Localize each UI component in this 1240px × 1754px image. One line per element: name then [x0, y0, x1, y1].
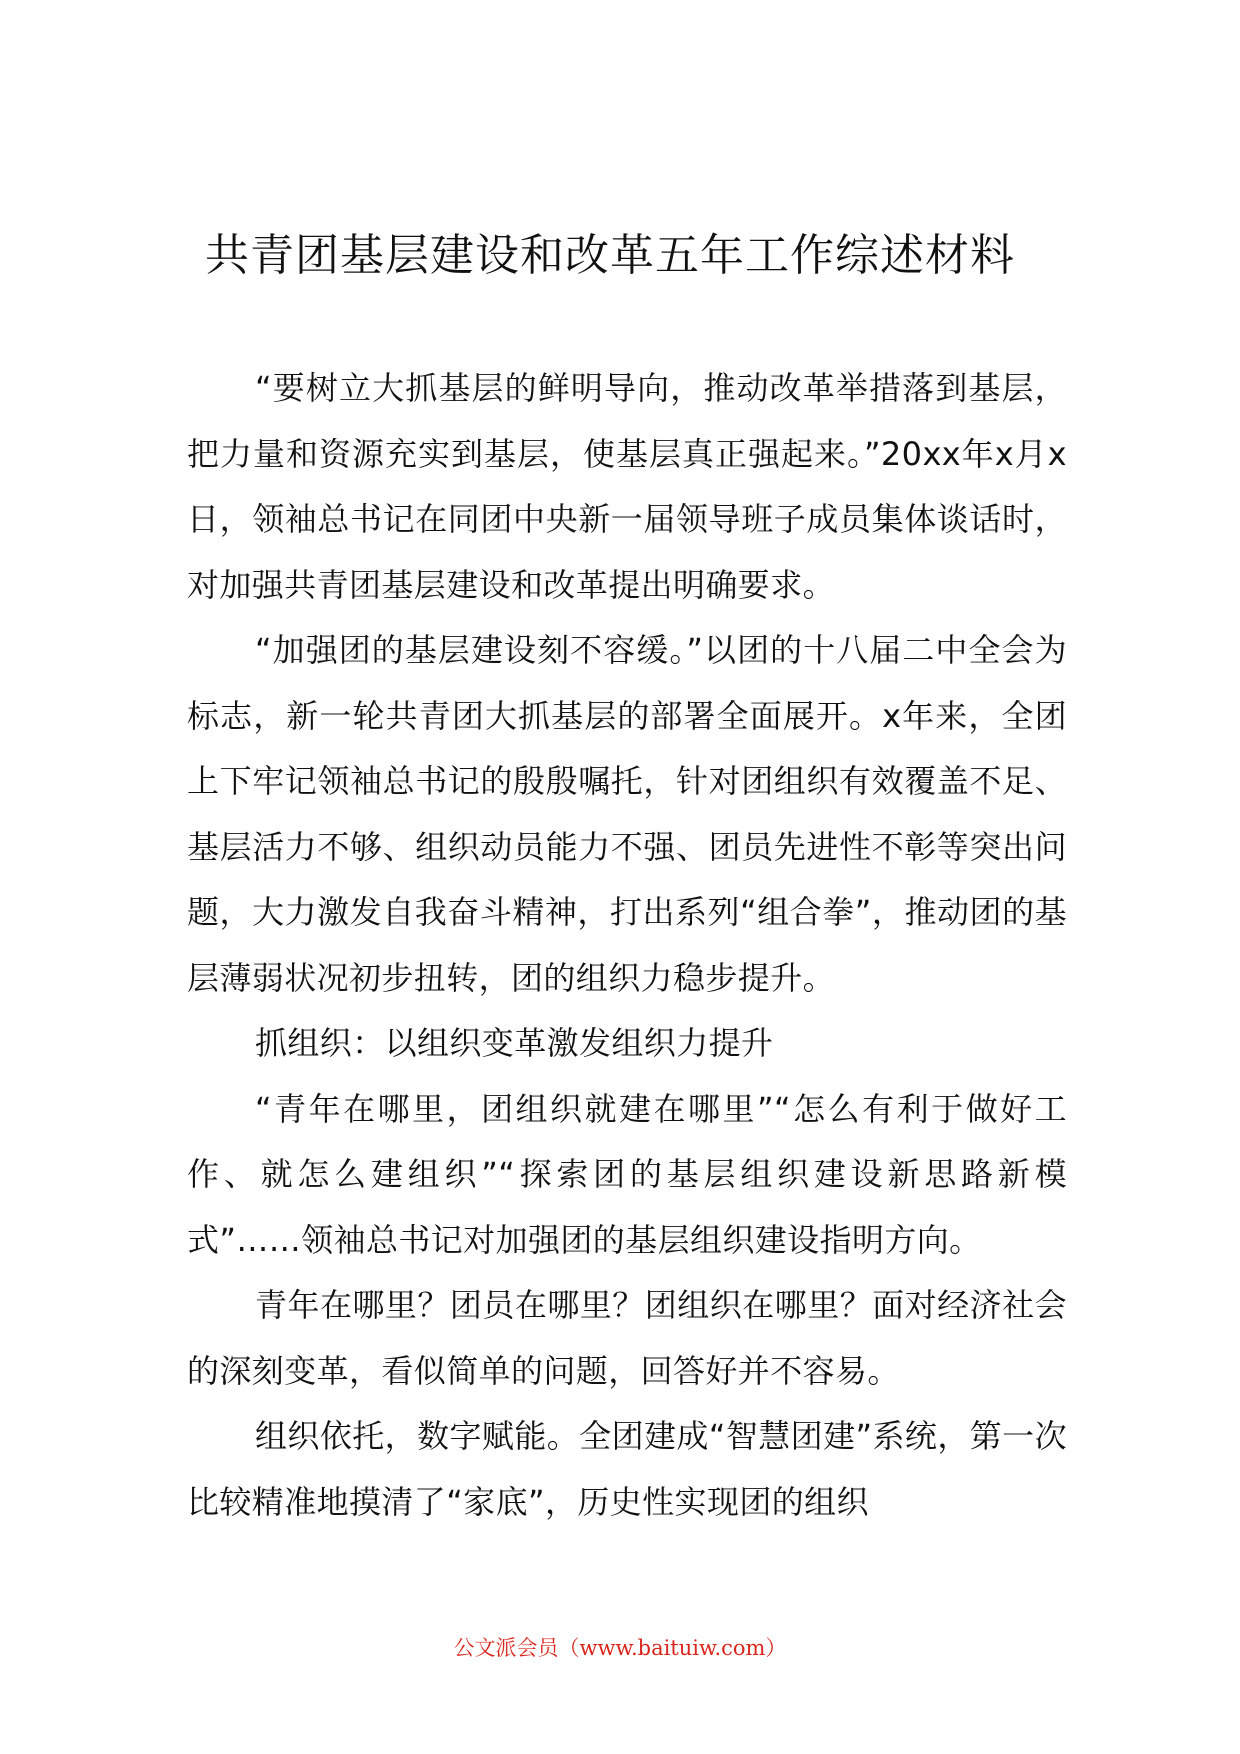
section-heading: 抓组织：以组织变革激发组织力提升	[255, 1024, 774, 1062]
paragraph-1: “要树立大抓基层的鲜明导向，推动改革举措落到基层，把力量和资源充实到基层，使基层真正强起来。”20xx年x月x日，领袖总书记在同团中央新一届领导班子成员集体谈话时，对加强共青团基层建设和改革提出明确要求。	[187, 369, 1067, 604]
footer-watermark: 公文派会员（www.baituiw.com）	[453, 1636, 787, 1660]
paragraph-4: 青年在哪里？团员在哪里？团组织在哪里？面对经济社会的深刻变革，看似简单的问题，回答好并不容易。	[187, 1286, 1067, 1390]
paragraph-5: 组织依托，数字赋能。全团建成“智慧团建”系统，第一次比较精准地摸清了“家底”，历史性实现团的组织	[187, 1417, 1067, 1521]
document-title: 共青团基层建设和改革五年工作综述材料	[205, 230, 1015, 281]
paragraph-2: “加强团的基层建设刻不容缓。”以团的十八届二中全会为标志，新一轮共青团大抓基层的部署全面展开。x年来，全团上下牢记领袖总书记的殷殷嘱托，针对团组织有效覆盖不足、基层活力不够、组织动员能力不强、团员先进性不彰等突出问题，大力激发自我奋斗精神，打出系列“组合拳”，推动团的基层薄弱状况初步扭转，团的组织力稳步提升。	[187, 631, 1067, 997]
paragraph-3: “青年在哪里，团组织就建在哪里”“怎么有利于做好工作、就怎么建组织”“探索团的基层组织建设新思路新模式”……领袖总书记对加强团的基层组织建设指明方向。	[187, 1089, 1067, 1259]
document-body	[187, 356, 1067, 1535]
